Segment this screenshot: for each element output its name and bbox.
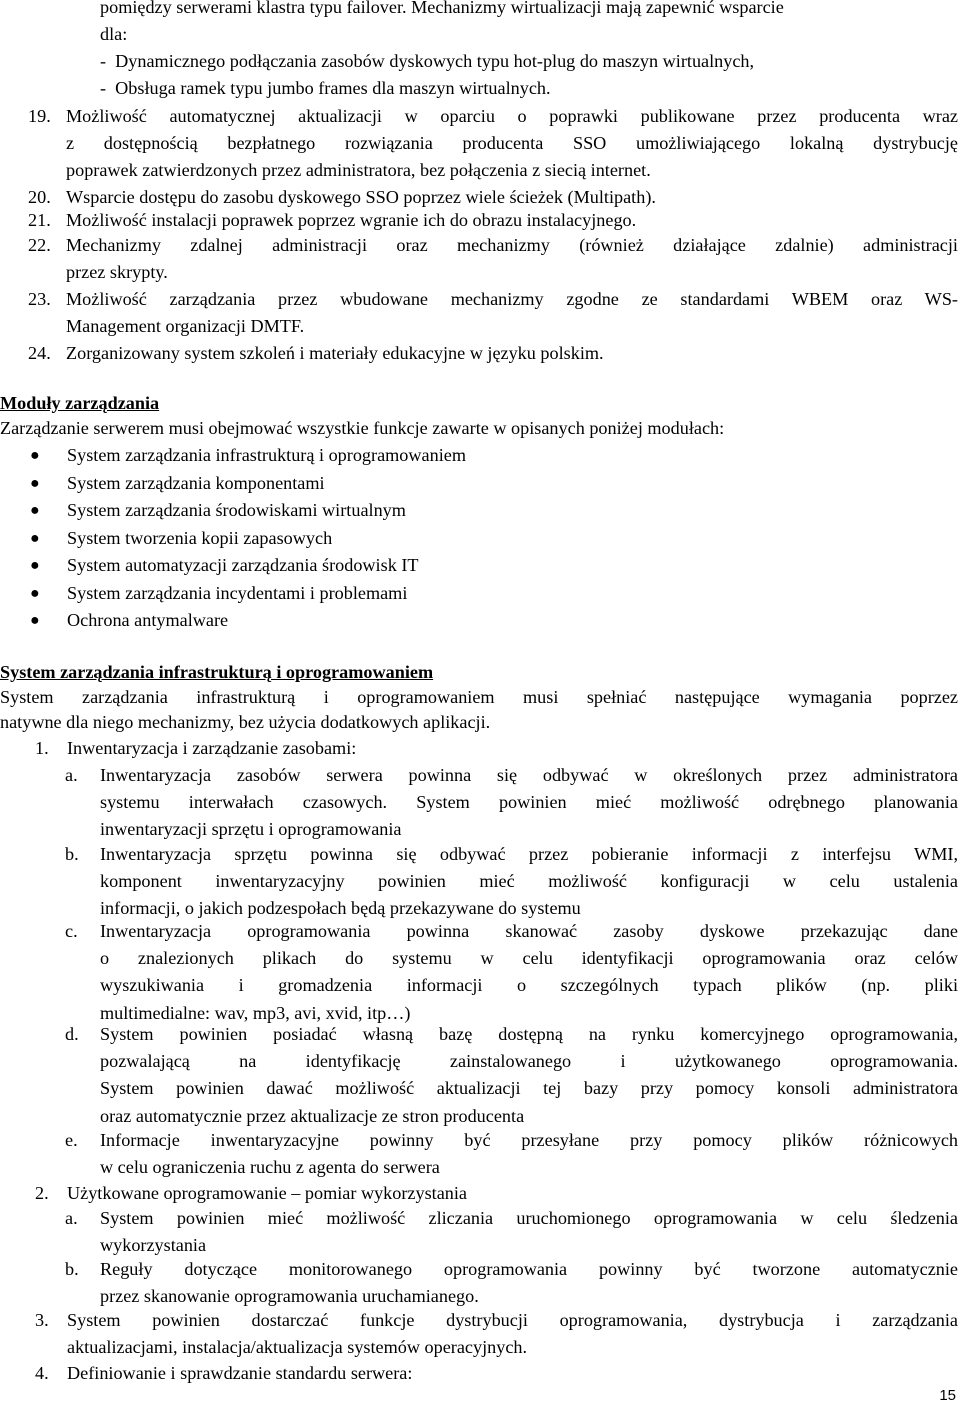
- list-item-text: System zarządzania środowiskami wirtualnym: [67, 500, 406, 520]
- sub-line: oraz automatycznie przez aktualizacje ze stron producenta: [100, 1105, 525, 1126]
- list-item-text: System zarządzania komponentami: [67, 472, 325, 493]
- item-line: z dostępnością bezpłatnego rozwiązania producenta SSO umożliwiającego lokalną dystrybucję: [66, 133, 958, 154]
- list-item-text: Ochrona antymalware: [67, 610, 229, 630]
- sub-line: System powinien posiadać własną bazę dostępną na rynku komercyjnego oprogramowania,: [100, 1024, 958, 1044]
- item-number: 23.: [28, 289, 51, 309]
- sub-line: Inwentaryzacja sprzętu powinna się odbywać przez pobieranie informacji z interfejsu WMI,: [100, 844, 958, 864]
- paragraph-line: dla:: [100, 24, 128, 44]
- item-number: 20.: [28, 187, 51, 207]
- sub-line: wyszukiwania i gromadzenia informacji o szczególnych typach plików (np. pliki: [100, 975, 958, 996]
- section-intro: Zarządzanie serwerem musi obejmować wszystkie funkcje zawarte w opisanych poniżej modułach:: [0, 418, 725, 438]
- section-intro: System zarządzania infrastrukturą i oprogramowaniem musi spełniać następujące wymagania poprzez: [0, 687, 958, 707]
- list-item-text: System automatyzacji zarządzania środowisk IT: [67, 555, 419, 575]
- sub-line: inwentaryzacji sprzętu i oprogramowania: [100, 819, 402, 840]
- bullet-icon: ●: [30, 474, 40, 492]
- dash-list-item: - Obsługa ramek typu jumbo frames dla maszyn wirtualnych.: [100, 78, 551, 98]
- infra-item-2: [35, 1180, 958, 1207]
- sub-item-a: [65, 1205, 958, 1259]
- sub-line: System powinien dawać możliwość aktualizacji tej bazy przy pomocy konsoli administratora: [100, 1078, 958, 1099]
- list-item: [0, 470, 900, 498]
- sub-item-b: [65, 841, 958, 923]
- numbered-item-19: [28, 103, 958, 185]
- numbered-item-21: [28, 207, 958, 234]
- bullet-icon: ●: [30, 584, 40, 602]
- sub-line: System powinien mieć możliwość zliczania uruchomionego oprogramowania w celu śledzenia: [100, 1208, 958, 1228]
- list-item-text: System zarządzania incydentami i problemami: [67, 582, 408, 603]
- sub-line: multimedialne: wav, mp3, avi, xvid, itp…): [100, 1002, 411, 1023]
- sub-line: informacji, o jakich podzespołach będą przekazywane do systemu: [100, 898, 581, 919]
- sub-letter: b.: [65, 1259, 79, 1279]
- sub-line: Informacje inwentaryzacyjne powinny być przesyłane przy pomocy plików różnicowych: [100, 1130, 958, 1150]
- sub-line: systemu interwałach czasowych. System powinien mieć możliwość odrębnego planowania: [100, 792, 958, 813]
- sub-line: Inwentaryzacja zasobów serwera powinna się odbywać w określonych przez administratora: [100, 765, 958, 785]
- infra-item-1: [35, 735, 958, 762]
- item-number: 1.: [35, 738, 49, 758]
- item-number: 3.: [35, 1310, 49, 1330]
- item-title: Użytkowane oprogramowanie – pomiar wykorzystania: [67, 1183, 468, 1203]
- sub-line: komponent inwentaryzacyjny powinien mieć możliwość konfiguracji w celu ustalenia: [100, 871, 958, 892]
- bullet-icon: ●: [30, 612, 40, 629]
- section-heading: System zarządzania infrastrukturą i oprogramowaniem: [0, 662, 434, 682]
- sub-line: przez skanowanie oprogramowania uruchamianego.: [100, 1286, 479, 1307]
- sub-item-e: [65, 1127, 958, 1181]
- item-title: Inwentaryzacja i zarządzanie zasobami:: [67, 738, 357, 758]
- list-item: [0, 442, 900, 470]
- sub-line: w celu ograniczenia ruchu z agenta do serwera: [100, 1157, 440, 1178]
- item-number: 24.: [28, 343, 51, 363]
- list-item: [0, 497, 900, 525]
- sub-line: Inwentaryzacja oprogramowania powinna skanować zasoby dyskowe przekazując dane: [100, 921, 958, 941]
- item-line: przez skrypty.: [66, 262, 168, 283]
- sub-letter: c.: [65, 921, 78, 941]
- list-item: [0, 607, 900, 635]
- bullet-icon: ●: [30, 529, 40, 547]
- dash-list-item: - Dynamicznego podłączania zasobów dyskowych typu hot-plug do maszyn wirtualnych,: [100, 51, 755, 71]
- sub-line: o znalezionych plikach do systemu w celu identyfikacji oprogramowania oraz celów: [100, 948, 958, 969]
- item-line: Management organizacji DMTF.: [66, 316, 305, 337]
- numbered-item-22: [28, 232, 958, 286]
- numbered-item-23: [28, 286, 958, 340]
- sub-item-c: [65, 918, 958, 1027]
- sub-letter: e.: [65, 1130, 78, 1150]
- list-item-text: System zarządzania infrastrukturą i oprogramowaniem: [67, 445, 466, 465]
- bullet-icon: ●: [30, 557, 40, 574]
- item-line: Zorganizowany system szkoleń i materiały edukacyjne w języku polskim.: [66, 343, 604, 363]
- section-heading: Moduły zarządzania: [0, 393, 160, 413]
- list-item-text: System tworzenia kopii zapasowych: [67, 527, 333, 548]
- sub-item-d: [65, 1021, 958, 1130]
- infra-item-4: [35, 1360, 958, 1387]
- item-line: Możliwość instalacji poprawek poprzez wgranie ich do obrazu instalacyjnego.: [66, 210, 637, 230]
- list-item: [0, 552, 900, 580]
- sub-letter: b.: [65, 844, 79, 864]
- infra-item-3: [35, 1307, 958, 1361]
- paragraph-line: pomiędzy serwerami klastra typu failover. Mechanizmy wirtualizacji mają zapewnić wsparcie: [100, 0, 784, 17]
- item-number: 21.: [28, 210, 51, 230]
- sub-item-b: [65, 1256, 958, 1310]
- bullet-icon: ●: [30, 502, 40, 519]
- bullet-icon: ●: [30, 447, 40, 464]
- item-number: 2.: [35, 1183, 49, 1203]
- numbered-item-24: [28, 340, 958, 367]
- item-line: Wsparcie dostępu do zasobu dyskowego SSO poprzez wiele ścieżek (Multipath).: [66, 187, 656, 207]
- sub-letter: a.: [65, 765, 78, 785]
- item-title: Definiowanie i sprawdzanie standardu serwera:: [67, 1363, 413, 1383]
- module-list: [0, 442, 900, 635]
- item-line: Mechanizmy zdalnej administracji oraz mechanizmy (również działające zdalnie) administracji: [66, 235, 958, 255]
- item-line: Możliwość zarządzania przez wbudowane mechanizmy zgodne ze standardami WBEM oraz WS-: [66, 289, 958, 309]
- list-item: [0, 525, 900, 553]
- sub-line: Reguły dotyczące monitorowanego oprogramowania powinny być tworzone automatycznie: [100, 1259, 958, 1279]
- item-line: Możliwość automatycznej aktualizacji w oparciu o poprawki publikowane przez producenta wraz: [66, 106, 958, 126]
- item-line: poprawek zatwierdzonych przez administratora, bez połączenia z siecią internet.: [66, 160, 651, 181]
- sub-line: wykorzystania: [100, 1235, 207, 1256]
- sub-letter: d.: [65, 1024, 79, 1044]
- sub-item-a: [65, 762, 958, 844]
- section-intro: natywne dla niego mechanizmy, bez użycia dodatkowych aplikacji.: [0, 712, 491, 732]
- sub-line: pozwalającą na identyfikację zainstalowanego i użytkowanego oprogramowania.: [100, 1051, 958, 1072]
- item-line: aktualizacjami, instalacja/aktualizacja systemów operacyjnych.: [67, 1337, 528, 1358]
- list-item: [0, 580, 900, 608]
- item-line: System powinien dostarczać funkcje dystrybucji oprogramowania, dystrybucja i zarządzania: [67, 1310, 958, 1330]
- item-number: 4.: [35, 1363, 49, 1383]
- item-number: 19.: [28, 106, 51, 126]
- item-number: 22.: [28, 235, 51, 255]
- page-number: 15: [939, 1387, 956, 1404]
- sub-letter: a.: [65, 1208, 78, 1228]
